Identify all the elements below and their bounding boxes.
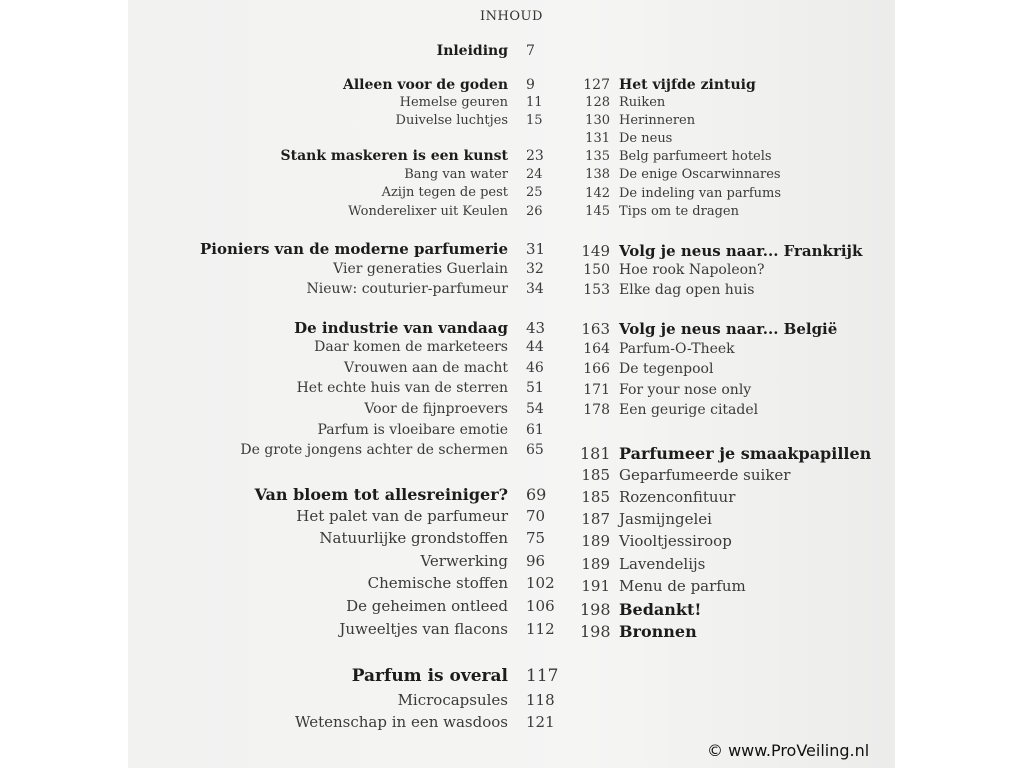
entry-title: Menu de parfum <box>619 577 746 595</box>
page-number: 23 <box>526 148 544 164</box>
section-title: Alleen voor de goden <box>343 77 508 93</box>
entry-title: De geheimen ontleed <box>346 597 508 615</box>
entry-title: De neus <box>619 131 673 146</box>
toc-entry <box>128 401 563 421</box>
toc-section <box>128 77 563 97</box>
page-number: 69 <box>526 485 547 504</box>
section-title: Parfum is overal <box>351 666 508 686</box>
section-title: Van bloem tot allesreiniger? <box>254 485 508 504</box>
page-number: 149 <box>581 242 610 260</box>
page-number: 150 <box>583 262 610 278</box>
entry-title: Chemische stoffen <box>367 574 508 592</box>
page-number: 187 <box>581 510 610 528</box>
page-number: 191 <box>581 577 610 595</box>
toc-section <box>580 622 870 644</box>
page-number: 46 <box>526 360 544 376</box>
section-title: Pioniers van de moderne parfumerie <box>199 240 508 258</box>
entry-title: Een geurige citadel <box>619 402 759 418</box>
entry-title: Wetenschap in een wasdoos <box>295 713 508 731</box>
page-number: 70 <box>526 507 546 525</box>
toc-entry <box>128 380 563 400</box>
section-title: Bronnen <box>619 622 697 641</box>
toc-heading: INHOUD <box>480 9 543 24</box>
entry-title: Hoe rook Napoleon? <box>619 262 765 278</box>
watermark-text: © www.ProVeiling.nl <box>707 741 870 760</box>
entry-title: De indeling van parfums <box>619 186 782 201</box>
page-number: 44 <box>526 339 544 355</box>
entry-title: Herinneren <box>619 113 696 128</box>
entry-title: Nieuw: couturier-parfumeur <box>306 281 508 297</box>
toc-entry <box>128 167 563 186</box>
page-number: 128 <box>585 95 610 110</box>
toc-entry <box>128 574 563 595</box>
page-number: 75 <box>526 529 546 547</box>
page-number: 43 <box>526 319 546 337</box>
entry-title: Ruiken <box>619 95 666 110</box>
entry-title: For your nose only <box>619 382 752 398</box>
section-title: Bedankt! <box>619 600 702 619</box>
entry-title: Natuurlijke grondstoffen <box>319 529 508 547</box>
toc-entry <box>580 204 870 223</box>
page-number: 127 <box>583 77 610 93</box>
toc-entry <box>128 713 563 734</box>
entry-title: Het echte huis van de sterren <box>296 380 508 396</box>
toc-entry <box>128 113 563 132</box>
toc-section <box>128 148 563 168</box>
toc-section <box>580 444 870 466</box>
section-title: Stank maskeren is een kunst <box>280 148 508 164</box>
page-number: 164 <box>583 341 610 357</box>
page-number: 185 <box>581 488 610 506</box>
toc-entry <box>580 149 870 168</box>
toc-entry <box>580 262 870 282</box>
page-number: 31 <box>526 240 546 258</box>
entry-title: Belg parfumeert hotels <box>619 149 772 164</box>
page-number: 65 <box>526 442 544 458</box>
page-number: 96 <box>526 552 546 570</box>
section-title: Inleiding <box>436 43 508 59</box>
toc-entry <box>580 510 870 531</box>
entry-title: Juweeltjes van flacons <box>339 620 508 638</box>
page-number: 189 <box>581 532 610 550</box>
entry-title: Vier generaties Guerlain <box>333 261 508 277</box>
toc-entry <box>580 113 870 132</box>
toc-entry <box>128 422 563 442</box>
toc-entry <box>580 95 870 114</box>
page-number: 198 <box>580 600 611 619</box>
entry-title: Voor de fijnproevers <box>364 401 508 417</box>
page-number: 166 <box>583 361 610 377</box>
toc-entry <box>128 691 563 712</box>
toc-entry <box>580 488 870 509</box>
entry-title: Azijn tegen de pest <box>381 185 508 200</box>
entry-title: Microcapsules <box>397 691 508 709</box>
toc-entry <box>128 620 563 641</box>
page-number: 51 <box>526 380 544 396</box>
toc-entry <box>580 382 870 402</box>
toc-entry <box>128 185 563 204</box>
page-number: 118 <box>526 691 555 709</box>
toc-section <box>128 319 563 340</box>
toc-entry <box>128 204 563 223</box>
page-number: 178 <box>583 402 610 418</box>
toc-entry <box>128 261 563 281</box>
section-title: Volg je neus naar... Frankrijk <box>619 242 863 260</box>
toc-entry <box>580 186 870 205</box>
toc-entry <box>580 402 870 422</box>
page-number: 131 <box>585 131 610 146</box>
entry-title: Parfum-O-Theek <box>619 341 735 357</box>
entry-title: Parfum is vloeibare emotie <box>317 422 508 438</box>
page-number: 185 <box>581 466 610 484</box>
entry-title: Het palet van de parfumeur <box>296 507 508 525</box>
toc-entry <box>128 281 563 301</box>
page-number: 25 <box>526 185 543 200</box>
section-title: Parfumeer je smaakpapillen <box>619 444 872 463</box>
entry-title: Verwerking <box>420 552 508 570</box>
page-number: 34 <box>526 281 544 297</box>
toc-section <box>580 600 870 622</box>
page-number: 7 <box>526 43 535 59</box>
toc-entry <box>580 282 870 302</box>
entry-title: Viooltjessiroop <box>619 532 732 550</box>
section-title: Het vijfde zintuig <box>619 77 756 93</box>
book-page <box>128 0 895 768</box>
toc-entry <box>580 532 870 553</box>
page-number: 26 <box>526 204 543 219</box>
page-number: 9 <box>526 77 535 93</box>
page-number: 135 <box>585 149 610 164</box>
toc-entry <box>580 555 870 576</box>
entry-title: Rozenconfituur <box>619 488 736 506</box>
page-number: 153 <box>583 282 610 298</box>
section-title: Volg je neus naar... België <box>619 320 838 338</box>
toc-section <box>128 666 563 689</box>
page-number: 163 <box>581 320 610 338</box>
entry-title: Duivelse luchtjes <box>395 113 508 128</box>
page-number: 11 <box>526 95 543 110</box>
entry-title: Daar komen de marketeers <box>314 339 508 355</box>
toc-entry <box>580 361 870 381</box>
entry-title: Elke dag open huis <box>619 282 755 298</box>
page-number: 32 <box>526 261 544 277</box>
toc-entry <box>580 131 870 150</box>
page-number: 102 <box>526 574 555 592</box>
toc-entry <box>128 339 563 359</box>
entry-title: Wonderelixer uit Keulen <box>348 204 508 219</box>
page-number: 61 <box>526 422 544 438</box>
toc-section <box>580 242 870 263</box>
toc-section <box>128 485 563 507</box>
page-number: 117 <box>526 666 559 686</box>
entry-title: Hemelse geuren <box>399 95 508 110</box>
page-number: 54 <box>526 401 544 417</box>
toc-entry <box>128 95 563 114</box>
entry-title: Tips om te dragen <box>619 204 739 219</box>
entry-title: Lavendelijs <box>619 555 706 573</box>
entry-title: Jasmijngelei <box>619 510 712 528</box>
section-title: De industrie van vandaag <box>294 319 508 337</box>
entry-title: Geparfumeerde suiker <box>619 466 791 484</box>
page-number: 24 <box>526 167 543 182</box>
toc-entry <box>580 466 870 487</box>
toc-entry <box>580 167 870 186</box>
toc-entry <box>128 442 563 462</box>
page-number: 15 <box>526 113 543 128</box>
toc-entry <box>128 360 563 380</box>
page-number: 138 <box>585 167 610 182</box>
page-number: 112 <box>526 620 555 638</box>
page-number: 181 <box>580 444 611 463</box>
toc-section <box>580 77 870 97</box>
page-number: 198 <box>580 622 611 641</box>
toc-section <box>128 240 563 261</box>
entry-title: De tegenpool <box>619 361 714 377</box>
page-number: 142 <box>585 186 610 201</box>
page-number: 106 <box>526 597 555 615</box>
toc-entry <box>128 552 563 573</box>
page-number: 145 <box>585 204 610 219</box>
page-number: 130 <box>585 113 610 128</box>
toc-section <box>128 43 563 63</box>
toc-section <box>580 320 870 341</box>
entry-title: De grote jongens achter de schermen <box>240 442 508 458</box>
entry-title: Vrouwen aan de macht <box>344 360 508 376</box>
entry-title: De enige Oscarwinnares <box>619 167 781 182</box>
page-number: 189 <box>581 555 610 573</box>
entry-title: Bang van water <box>404 167 508 182</box>
page-number: 171 <box>583 382 610 398</box>
page-number: 121 <box>526 713 555 731</box>
toc-entry <box>580 577 870 598</box>
toc-entry <box>580 341 870 361</box>
toc-entry <box>128 597 563 618</box>
toc-entry <box>128 507 563 528</box>
toc-entry <box>128 529 563 550</box>
